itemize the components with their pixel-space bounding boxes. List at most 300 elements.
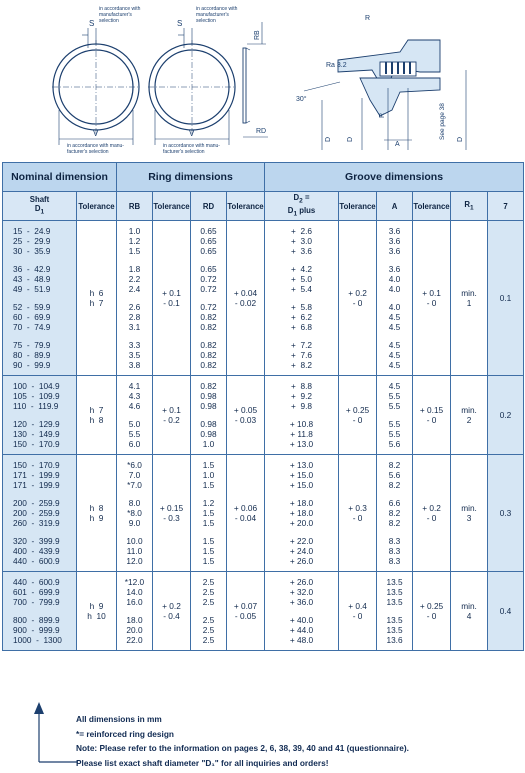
cell-tol-shaft xyxy=(77,221,117,376)
header-shaft: Shaft $D_1$ xyxy=(3,192,77,221)
cell-line: 1.5 xyxy=(202,556,215,566)
cell-line: 16.0 xyxy=(126,597,143,607)
cell-line: 0.98 xyxy=(200,401,217,411)
cell-tol-rb xyxy=(153,572,191,651)
cell-line: + 40.0 xyxy=(289,615,314,625)
cell-line: + 6.8 xyxy=(291,322,313,332)
cell-line: 13.5 xyxy=(386,625,403,635)
label-angle: 30° xyxy=(296,96,307,103)
cell-line: + 15.0 xyxy=(289,480,314,490)
cell-line: + 2.6 xyxy=(291,226,313,236)
cell-line xyxy=(265,332,338,340)
cell-line: 130 - 149.9 xyxy=(13,429,60,439)
cell-line: 0.82 xyxy=(200,340,217,350)
cell-a xyxy=(377,221,413,376)
cell-line: 4.5 xyxy=(388,322,401,332)
cell-line xyxy=(191,294,226,302)
cell-tol-rb xyxy=(153,376,191,455)
cell-line: 8.2 xyxy=(388,460,401,470)
cell-line: 1.5 xyxy=(202,518,215,528)
cell-r1 xyxy=(451,455,488,572)
cell-tol-a xyxy=(413,376,451,455)
cell-line: 1000 - 1300 xyxy=(13,635,62,645)
cell-line: - 0 xyxy=(426,611,437,621)
cell-line: + 8.2 xyxy=(291,360,313,370)
cell-line: 5.5 xyxy=(388,419,401,429)
cell-line: 0.65 xyxy=(200,236,217,246)
cell-line: + 0.3 xyxy=(348,503,367,513)
cell-tol-rb xyxy=(153,455,191,572)
cell-r1 xyxy=(451,376,488,455)
cell-seven xyxy=(488,376,524,455)
header-tolerance-d2: Tolerance xyxy=(339,192,377,221)
cell-line: 2.5 xyxy=(202,625,215,635)
cell-line xyxy=(13,294,76,302)
cell-line: min. xyxy=(461,601,477,611)
label-rb: RB xyxy=(254,30,261,40)
cell-value: 0.4 xyxy=(499,606,512,616)
cell-line: - 0.04 xyxy=(234,513,257,523)
cell-line: 3.8 xyxy=(128,360,141,370)
cell-line: 52 - 59.9 xyxy=(13,302,51,312)
label-r1: R xyxy=(379,112,386,118)
header-rd: RD xyxy=(191,192,227,221)
cell-line: 0.82 xyxy=(200,322,217,332)
cell-line: 2.4 xyxy=(128,284,141,294)
cell-line: 8.3 xyxy=(388,536,401,546)
cell-line xyxy=(13,332,76,340)
header-tolerance-rd: Tolerance xyxy=(227,192,265,221)
cell-line: 11.0 xyxy=(126,546,143,556)
cell-line xyxy=(13,490,76,498)
cell-line: 1.5 xyxy=(202,536,215,546)
cell-line xyxy=(191,411,226,419)
label-v-2: V xyxy=(189,129,195,138)
cell-line: min. xyxy=(461,405,477,415)
cell-line: 13.5 xyxy=(386,577,403,587)
cell-line: + 0.15 xyxy=(159,503,184,513)
label-v-1: V xyxy=(93,129,99,138)
cell-line: + 0.2 xyxy=(348,288,367,298)
label-d2: D xyxy=(457,136,464,142)
cell-value: 0.2 xyxy=(499,410,512,420)
cell-tol-a xyxy=(413,572,451,651)
cell-line: 30 - 35.9 xyxy=(13,246,51,256)
cell-line: + 3.6 xyxy=(291,246,313,256)
dimension-table xyxy=(2,162,524,651)
cell-line xyxy=(191,332,226,340)
cell-line: + 0.25 xyxy=(345,405,370,415)
cell-line xyxy=(13,256,76,264)
note-bottom-2b: facturer's selection xyxy=(163,149,205,155)
cell-line: 6.6 xyxy=(388,498,401,508)
cell-line: + 4.2 xyxy=(291,264,313,274)
cell-line: 5.5 xyxy=(128,429,141,439)
cell-seven xyxy=(488,572,524,651)
header-d2: $D_2$ = $D_1$ plus xyxy=(265,192,339,221)
cell-line xyxy=(265,490,338,498)
cell-line: 900 - 999.9 xyxy=(13,625,60,635)
cell-line: 2.5 xyxy=(202,577,215,587)
cell-line: + 26.0 xyxy=(289,577,314,587)
cell-line: 36 - 42.9 xyxy=(13,264,51,274)
cell-line xyxy=(191,490,226,498)
cell-line: 0.65 xyxy=(200,264,217,274)
cell-line: 171 - 199.9 xyxy=(13,470,60,480)
cell-line: + 6.2 xyxy=(291,312,313,322)
cell-line: + 0.04 xyxy=(233,288,258,298)
cell-line: 0.82 xyxy=(200,350,217,360)
cell-rd xyxy=(191,455,227,572)
cell-line: 2.5 xyxy=(202,615,215,625)
cell-shaft xyxy=(3,572,77,651)
cell-line: 0.72 xyxy=(200,274,217,284)
header-tolerance-a: Tolerance xyxy=(413,192,451,221)
cell-d2 xyxy=(265,221,339,376)
label-rd: RD xyxy=(256,128,267,135)
cell-line: 1.0 xyxy=(202,439,215,449)
cell-line: 4.0 xyxy=(388,284,401,294)
note-line: *= reinforced ring design xyxy=(76,728,174,739)
cell-line: 12.0 xyxy=(126,556,143,566)
cell-line: - 0.05 xyxy=(234,611,257,621)
table-row xyxy=(3,221,524,376)
note-bottom-2a: in accordance with manu- xyxy=(163,143,220,149)
cell-line: 1.2 xyxy=(202,498,215,508)
cell-shaft xyxy=(3,455,77,572)
cell-r1 xyxy=(451,221,488,376)
cell-line: - 0 xyxy=(426,513,437,523)
cell-line: 43 - 48.9 xyxy=(13,274,51,284)
cell-line: 5.5 xyxy=(388,401,401,411)
cell-line: *8.0 xyxy=(127,508,142,518)
cell-line: 2.2 xyxy=(128,274,141,284)
cell-line: 4.1 xyxy=(128,381,141,391)
cell-line: 15 - 24.9 xyxy=(13,226,51,236)
cell-line: h 7 xyxy=(89,298,104,308)
cell-tol-shaft xyxy=(77,376,117,455)
cell-line: 8.2 xyxy=(388,480,401,490)
cell-line: 4.5 xyxy=(388,312,401,322)
cell-line xyxy=(377,607,412,615)
cell-line: + 26.0 xyxy=(289,556,314,566)
note-top-2b: manufacturer's xyxy=(196,12,229,18)
cell-line: 9.0 xyxy=(128,518,141,528)
cell-line: 2.5 xyxy=(202,635,215,645)
cell-line: 13.5 xyxy=(386,615,403,625)
cell-line: 70 - 74.9 xyxy=(13,322,51,332)
note-line: Note: Please refer to the information on pages 2, 6, 38, 39, 40 and 41 (questionnaire). xyxy=(76,743,409,754)
cell-line: 0.65 xyxy=(200,246,217,256)
cell-line: + 5.8 xyxy=(291,302,313,312)
cell-line: 1.5 xyxy=(128,246,141,256)
table-row xyxy=(3,572,524,651)
cell-value: 0.3 xyxy=(499,508,512,518)
label-d1: D xyxy=(325,136,332,142)
cell-line: 4.5 xyxy=(388,350,401,360)
cell-line: 8.3 xyxy=(388,556,401,566)
cell-line: h 9 xyxy=(89,513,104,523)
header-ring: Ring dimensions xyxy=(117,163,265,192)
cell-line: + 20.0 xyxy=(289,518,314,528)
cell-d2 xyxy=(265,572,339,651)
cell-line: + 10.8 xyxy=(289,419,314,429)
cell-line: 4.5 xyxy=(388,381,401,391)
cell-rd xyxy=(191,572,227,651)
cell-line: 800 - 899.9 xyxy=(13,615,60,625)
cell-line: 2.5 xyxy=(202,597,215,607)
ring-drawing-2 xyxy=(148,28,236,145)
header-groove: Groove dimensions xyxy=(265,163,524,192)
cell-rb xyxy=(117,221,153,376)
cell-line: 320 - 399.9 xyxy=(13,536,60,546)
cell-line: 0.98 xyxy=(200,419,217,429)
cell-line: *12.0 xyxy=(124,577,145,587)
note-top-1b: manufacturer's xyxy=(99,12,132,18)
ring-drawing-1 xyxy=(52,28,140,145)
cell-line: + 15.0 xyxy=(289,470,314,480)
cell-seven xyxy=(488,221,524,376)
header-nominal: Nominal dimension xyxy=(3,163,117,192)
cell-line: 6.0 xyxy=(128,439,141,449)
cell-line xyxy=(191,528,226,536)
note-top-2c: selection xyxy=(196,18,216,24)
cell-line: + 5.0 xyxy=(291,274,313,284)
cell-line: h 8 xyxy=(89,503,104,513)
label-s-1: S xyxy=(89,19,95,28)
label-ra: Ra 3.2 xyxy=(326,62,347,69)
cell-line: + 8.8 xyxy=(291,381,313,391)
technical-drawings xyxy=(0,0,525,162)
cell-line: + 48.0 xyxy=(289,635,314,645)
cell-line: + 0.07 xyxy=(233,601,258,611)
cell-line: 3.1 xyxy=(128,322,141,332)
cell-line xyxy=(377,490,412,498)
cell-line: *6.0 xyxy=(127,460,142,470)
cell-line xyxy=(191,256,226,264)
cell-line: 171 - 199.9 xyxy=(13,480,60,490)
cell-line: 1 xyxy=(466,298,472,308)
cell-line: 0.82 xyxy=(200,360,217,370)
cell-line: h 7 xyxy=(89,405,104,415)
cell-line: 0.98 xyxy=(200,429,217,439)
cell-line: 150 - 170.9 xyxy=(13,439,60,449)
cell-line: + 5.4 xyxy=(291,284,313,294)
cell-line: + 7.6 xyxy=(291,350,313,360)
cell-rd xyxy=(191,221,227,376)
cell-line: 3 xyxy=(466,513,472,523)
cell-r1 xyxy=(451,572,488,651)
cell-line: - 0 xyxy=(352,298,363,308)
cell-tol-a xyxy=(413,455,451,572)
cell-line: 75 - 79.9 xyxy=(13,340,51,350)
cell-line: 120 - 129.9 xyxy=(13,419,60,429)
header-seven: 7 xyxy=(488,192,524,221)
label-a: A xyxy=(395,141,400,148)
cell-line: min. xyxy=(461,503,477,513)
cell-line: 13.6 xyxy=(386,635,403,645)
header-a: A xyxy=(377,192,413,221)
cell-line: 0.98 xyxy=(200,391,217,401)
cell-line xyxy=(117,332,152,340)
note-line: Please list exact shaft diameter "D₁" for all inquiries and orders! xyxy=(76,757,329,768)
cell-line: 4.3 xyxy=(128,391,141,401)
cell-line: + 0.1 xyxy=(162,405,181,415)
cell-line xyxy=(117,256,152,264)
cell-line: 700 - 799.9 xyxy=(13,597,60,607)
cell-line: - 0.1 xyxy=(163,298,180,308)
cell-line xyxy=(265,256,338,264)
cell-line: 4.5 xyxy=(388,360,401,370)
cell-line: - 0 xyxy=(426,415,437,425)
cell-line: 1.5 xyxy=(202,460,215,470)
cell-line: - 0 xyxy=(426,298,437,308)
cell-line: 60 - 69.9 xyxy=(13,312,51,322)
cell-line: + 0.15 xyxy=(419,405,444,415)
label-d1-minus-4: D xyxy=(347,136,354,142)
cell-line: 1.5 xyxy=(202,546,215,556)
cell-line: 4 xyxy=(466,611,472,621)
cell-line: 14.0 xyxy=(126,587,143,597)
cell-d2 xyxy=(265,376,339,455)
cell-line: + 11.8 xyxy=(290,429,313,439)
cell-rd xyxy=(191,376,227,455)
cell-line: 13.5 xyxy=(386,587,403,597)
note-top-1a: in accordance with xyxy=(99,6,141,12)
cell-line: 1.2 xyxy=(128,236,141,246)
cell-line: 3.6 xyxy=(388,236,401,246)
cell-line: 2 xyxy=(466,415,472,425)
cell-line xyxy=(377,256,412,264)
cell-tol-shaft xyxy=(77,455,117,572)
cell-line: + 13.0 xyxy=(289,460,314,470)
cell-line: 0.65 xyxy=(200,226,217,236)
header-rb: RB xyxy=(117,192,153,221)
notes xyxy=(76,712,516,770)
cell-line xyxy=(13,607,76,615)
cell-line: h 6 xyxy=(89,288,104,298)
cell-line xyxy=(117,490,152,498)
cell-tol-rd xyxy=(227,221,265,376)
label-r2: R xyxy=(365,15,371,22)
cell-line: 1.5 xyxy=(202,480,215,490)
cell-line: + 0.1 xyxy=(162,288,181,298)
cell-tol-d2 xyxy=(339,376,377,455)
cell-line: 0.82 xyxy=(200,381,217,391)
cell-line: 400 - 439.9 xyxy=(13,546,60,556)
cell-line: 7.0 xyxy=(128,470,141,480)
cell-line: + 0.1 xyxy=(422,288,441,298)
cell-line: 3.6 xyxy=(388,246,401,256)
note-bottom-1a: in accordance with manu- xyxy=(67,143,124,149)
cell-line: - 0.03 xyxy=(234,415,257,425)
cell-line: 200 - 259.9 xyxy=(13,508,60,518)
note-top-2a: in accordance with xyxy=(196,6,238,12)
cell-line: 3.6 xyxy=(388,264,401,274)
cell-line: + 36.0 xyxy=(289,597,314,607)
header-tolerance-rb: Tolerance xyxy=(153,192,191,221)
cell-line: + 24.0 xyxy=(289,546,314,556)
cell-line: + 0.25 xyxy=(419,601,444,611)
cell-line: - 0.2 xyxy=(163,415,180,425)
cell-line xyxy=(191,607,226,615)
label-s-2: S xyxy=(177,19,183,28)
cell-line: - 0 xyxy=(352,415,363,425)
cell-line xyxy=(265,528,338,536)
cell-line: 4.0 xyxy=(388,274,401,284)
cell-line: + 22.0 xyxy=(289,536,314,546)
cell-line: 3.6 xyxy=(388,226,401,236)
cell-tol-rb xyxy=(153,221,191,376)
cell-tol-rd xyxy=(227,572,265,651)
cell-line: - 0.4 xyxy=(163,611,180,621)
cell-line: - 0.02 xyxy=(234,298,257,308)
cell-line: + 0.2 xyxy=(162,601,181,611)
cell-line: h 8 xyxy=(89,415,104,425)
cell-a xyxy=(377,376,413,455)
cell-line xyxy=(377,332,412,340)
cell-line: h 9 xyxy=(89,601,104,611)
cell-line: 4.0 xyxy=(388,302,401,312)
cell-line: + 0.06 xyxy=(233,503,258,513)
table-row xyxy=(3,376,524,455)
cell-line xyxy=(377,528,412,536)
cell-tol-d2 xyxy=(339,455,377,572)
cell-line: 2.8 xyxy=(128,312,141,322)
cell-line: 1.8 xyxy=(128,264,141,274)
note-bottom-1b: facturer's selection xyxy=(67,149,109,155)
cell-line: + 44.0 xyxy=(289,625,314,635)
cell-line: 3.3 xyxy=(128,340,141,350)
cell-line xyxy=(377,294,412,302)
cell-line xyxy=(117,294,152,302)
cell-d2 xyxy=(265,455,339,572)
cell-line: 90 - 99.9 xyxy=(13,360,51,370)
cell-a xyxy=(377,455,413,572)
cell-shaft xyxy=(3,376,77,455)
table-body xyxy=(3,221,524,651)
cell-line: 2.5 xyxy=(202,587,215,597)
cell-line: 5.5 xyxy=(388,391,401,401)
cell-line: + 0.4 xyxy=(348,601,367,611)
table-row xyxy=(3,455,524,572)
cell-line: + 0.2 xyxy=(422,503,441,513)
cell-a xyxy=(377,572,413,651)
cell-line xyxy=(117,607,152,615)
cell-line xyxy=(13,528,76,536)
cell-line: + 13.0 xyxy=(289,439,314,449)
cell-line xyxy=(265,411,338,419)
header-r1: $R_1$ xyxy=(451,192,488,221)
cell-line: 105 - 109.9 xyxy=(13,391,60,401)
cell-line: - 0.3 xyxy=(163,513,180,523)
cell-line: + 7.2 xyxy=(291,340,313,350)
cell-line: 440 - 600.9 xyxy=(13,556,60,566)
cell-line: 49 - 51.9 xyxy=(13,284,51,294)
cell-line: 110 - 119.9 xyxy=(13,401,59,411)
cell-rb xyxy=(117,376,153,455)
cell-line xyxy=(265,294,338,302)
cell-line: - 0 xyxy=(352,513,363,523)
cell-line: 18.0 xyxy=(126,615,143,625)
cell-line: + 18.0 xyxy=(289,498,314,508)
note-top-1c: selection xyxy=(99,18,119,24)
cell-line: 2.6 xyxy=(128,302,141,312)
cell-line: 8.3 xyxy=(388,546,401,556)
cell-rb xyxy=(117,572,153,651)
cell-line: 5.0 xyxy=(128,419,141,429)
cell-line: 3.5 xyxy=(128,350,141,360)
